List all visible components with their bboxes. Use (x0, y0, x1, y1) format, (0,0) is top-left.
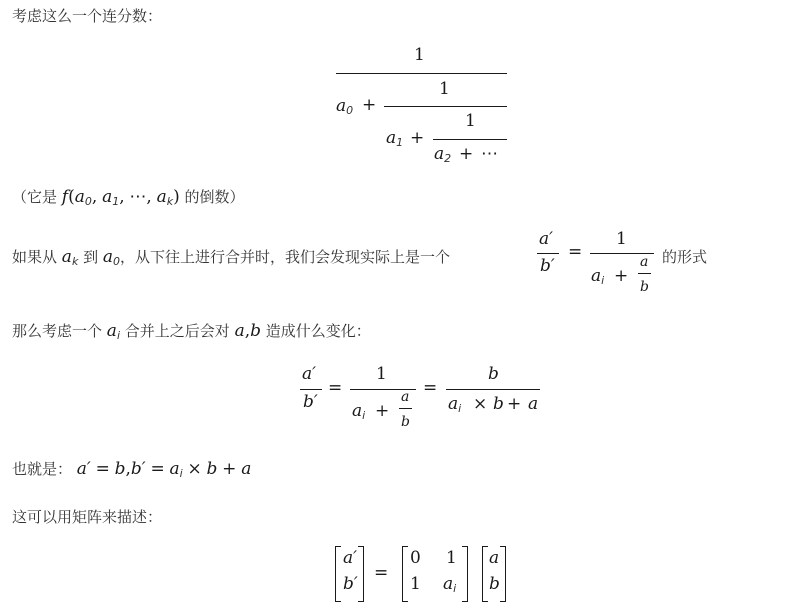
cf-numerator: 1 (414, 45, 425, 65)
effect-line: 那么考虑一个 $a_i$ 合并上之后会对 a,b 造成什么变化： (12, 321, 371, 342)
cf-second-bar (384, 106, 507, 107)
merge-direction-line: 如果从 $a_k$ 到 $a_0$，从下往上进行合并时，我们会发现实际上是一个 (12, 247, 451, 268)
cf-main-bar (336, 73, 507, 74)
intro-text: 考虑这么一个连分数： (12, 7, 163, 25)
note-line: （它是 $f(a_0$, $a_1$, ⋯, $a_k$) 的倒数） (12, 187, 245, 208)
form-suffix: 的形式 (662, 248, 708, 266)
matrix-intro: 这可以用矩阵来描述： (12, 508, 163, 526)
that-is-line: 也就是： $a' = b,b' = a_i \times b + a$ (12, 459, 252, 480)
cf-third-bar (433, 139, 507, 140)
